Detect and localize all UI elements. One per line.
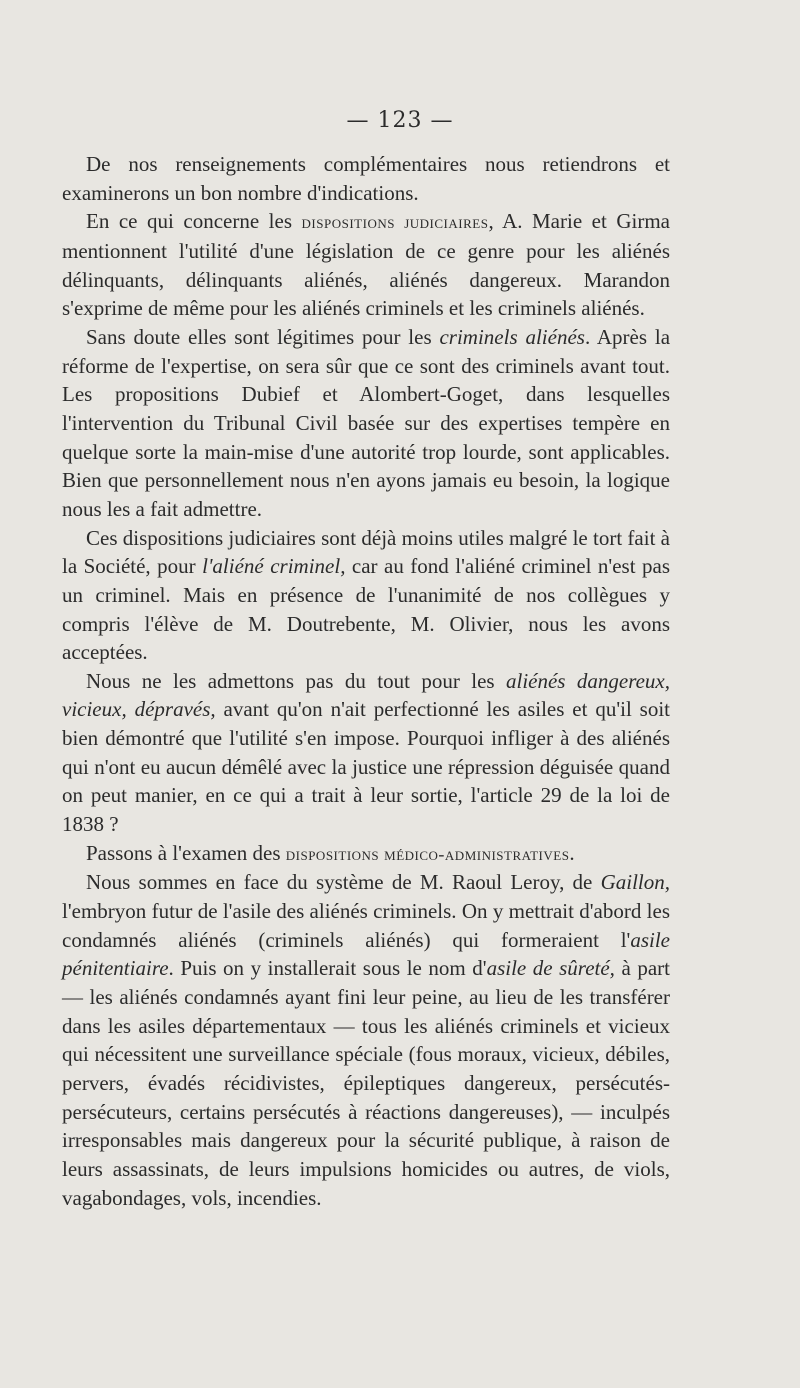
italic-term: criminels aliénés [439, 324, 585, 349]
italic-term: aliénés dangereux, vicieux, dépravés, [62, 668, 670, 722]
paragraph: Nous sommes en face du système de M. Raoul Leroy, de Gaillon, l'embryon futur de l'asile des aliénés criminels. On y mettrait d'abord les condamnés aliénés (criminels aliénés) qui formeraient l'asile pénitentiaire. Puis on y installerait sous le nom d'asile de sûreté, à part — les aliénés condamnés ayant fini leur peine, au lieu de les transférer dans les asiles départementaux — tous les aliénés criminels et vicieux qui nécessitent une surveillance spéciale (fous moraux, vicieux, débiles, pervers, évadés récidivistes, épileptiques dangereux, persécutés-persécuteurs, certains persécutés à réactions dangereuses), — inculpés irresponsables mais dangereux pour la sécurité publique, à raison de leurs assassinats, de leurs impulsions homicides ou autres, de viols, vagabondages, vols, incendies. [62, 870, 670, 1210]
small-caps-term: dispositions judiciaires [301, 212, 489, 233]
small-caps-term: dispositions médico-administratives [285, 843, 570, 864]
paragraph: Nous ne les admettons pas du tout pour les aliénés dangereux, vicieux, dépravés, avant qu'on n'ait perfectionné les asiles et qu'il soit bien démontré que l'utilité s'en impose. Pourquoi infliger à des aliénés qui n'ont eu aucun démêlé avec la justice une répression déguisée quand on peut manier, en ce qui a trait à leur sortie, l'article 29 de la loi de 1838 ? [62, 668, 671, 837]
body-text [62, 150, 670, 1212]
paragraph: Sans doute elles sont légitimes pour les criminels aliénés. Après la réforme de l'expertise, on sera sûr que ce sont des criminels avant tout. Les propositions Dubief et Alombert-Goget, dans lesquelles l'intervention du Tribunal Civil basée sur des expertises tempère en quelque sorte la main-mise d'une autorité trop lourde, sont applicables. Bien que personnellement nous n'en ayons jamais eu besoin, la logique nous les a fait admettre. [62, 324, 671, 521]
paragraph: Passons à l'examen des dispositions médico-administratives. [86, 840, 575, 865]
paragraph: De nos renseignements complémentaires nous retiendrons et examinerons un bon nombre d'indications. [62, 152, 670, 205]
italic-term: l'aliéné criminel, [202, 554, 346, 579]
italic-term: asile de sûreté, [486, 956, 615, 981]
italic-term: Gaillon, [600, 870, 670, 895]
paragraph: En ce qui concerne les dispositions judiciaires, A. Marie et Girma mentionnent l'utilité d'une législation de ce genre pour les aliénés délinquants, délinquants aliénés, aliénés dangereux. Marandon s'exprime de même pour les aliénés criminels et les criminels aliénés. [62, 209, 671, 321]
page-number: — 123 — [346, 108, 454, 133]
paragraph: Ces dispositions judiciaires sont déjà moins utiles malgré le tort fait à la Société, pour l'aliéné criminel, car au fond l'aliéné criminel n'est pas un criminel. Mais en présence de l'unanimité de nos collègues y compris l'élève de M. Doutrebente, M. Olivier, nous les avons acceptées. [62, 525, 670, 665]
italic-term: asile pénitentiaire [62, 927, 670, 981]
